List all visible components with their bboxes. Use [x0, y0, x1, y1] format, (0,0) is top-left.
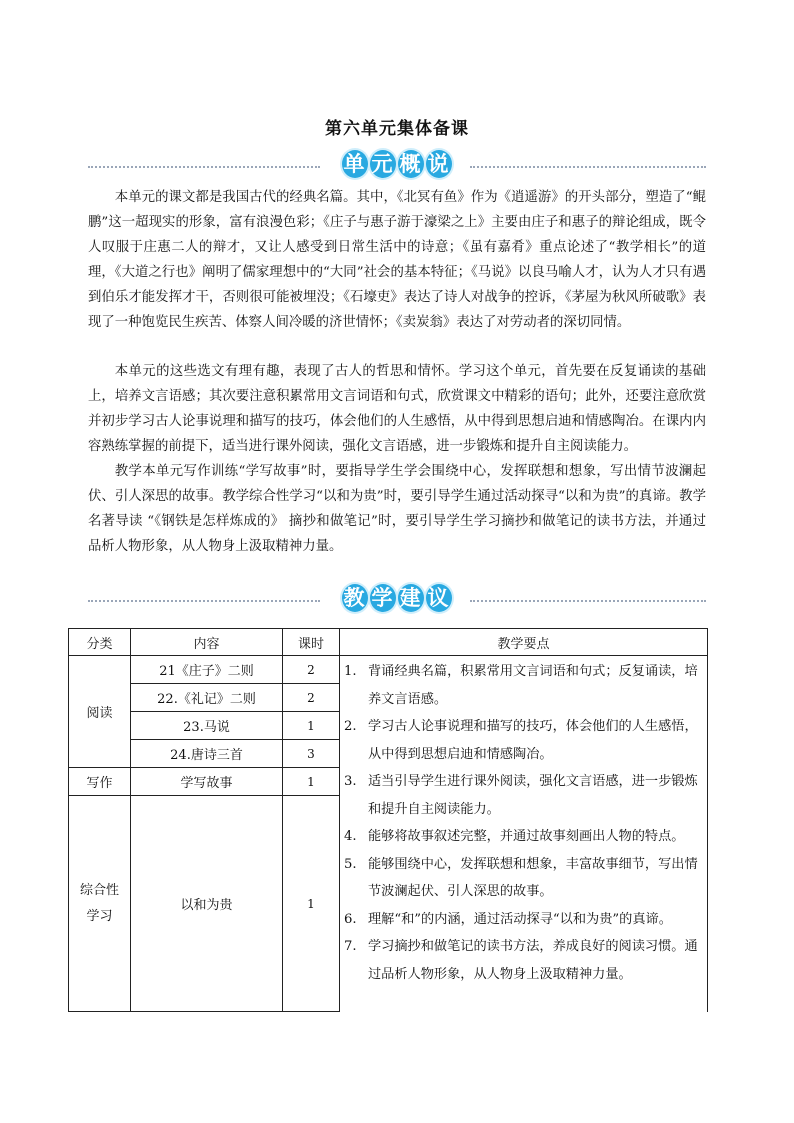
category-cell: 综合性 学习 — [69, 796, 131, 1012]
paragraph-3: 教学本单元写作训练“学写故事”时，要指导学生学会围绕中心，发挥联想和想象，写出情节波澜起伏、引人深思的故事。教学综合性学习“以和为贵”时，要引导学生通过活动探寻“以和为贵”的真谛。教学名著导读 “《钢铁是怎样炼成的》 摘抄和做笔记”时，要引导学生学习摘抄和做笔记的读书方法，并通过品析人物形象，从人物身上汲取精神力量。 — [88, 464, 706, 554]
list-item: 6. 理解“和”的内涵，通过活动探寻“以和为贵”的真谛。 — [344, 911, 672, 927]
category-cell: 写作 — [69, 768, 131, 796]
list-item: 7. 学习摘抄和做笔记的读书方法，养成良好的阅读习惯。通过品析人物形象，从人物身上汲取精神力量。 — [344, 939, 698, 982]
hours-cell: 1 — [283, 712, 340, 740]
list-item: 4. 能够将故事叙述完整，并通过故事刻画出人物的特点。 — [344, 829, 685, 844]
content-cell: 以和为贵 — [131, 796, 283, 1012]
category-cell: 阅读 — [69, 656, 131, 768]
header-content: 内容 — [131, 629, 283, 656]
hours-cell: 1 — [283, 796, 340, 1012]
teaching-plan-table — [68, 628, 708, 1012]
content-cell: 学写故事 — [131, 768, 283, 796]
header-key-points: 教学要点 — [340, 629, 708, 656]
content-cell: 23.马说 — [131, 712, 283, 740]
hours-cell: 2 — [283, 656, 340, 684]
section-label — [88, 150, 706, 178]
key-points-list — [344, 658, 703, 988]
section-char: 建 — [399, 586, 423, 610]
list-item: 1. 背诵经典名篇，积累常用文言词语和句式；反复诵读，培养文言语感。 — [344, 664, 698, 707]
section-header-unit-overview — [88, 152, 706, 182]
section-char: 说 — [427, 152, 451, 176]
table-row — [69, 656, 708, 684]
list-item: 2. 学习古人论事说理和描写的技巧，体会他们的人生感悟，从中得到思想启迪和情感陶冶。 — [344, 719, 698, 762]
hours-cell: 2 — [283, 684, 340, 712]
content-cell: 24.唐诗三首 — [131, 740, 283, 768]
section-header-teaching-suggestions — [88, 586, 706, 616]
list-item: 5. 能够围绕中心，发挥联想和想象，丰富故事细节，写出情节波澜起伏、引人深思的故事。 — [344, 856, 698, 899]
section-char: 单 — [343, 152, 367, 176]
section-label — [88, 584, 706, 612]
list-item: 3. 适当引导学生进行课外阅读，强化文言语感，进一步锻炼和提升自主阅读能力。 — [344, 774, 698, 817]
paragraph-2: 本单元的这些选文有理有趣，表现了古人的哲思和情怀。学习这个单元，首先要在反复诵读的基础上，培养文言语感；其次要注意积累常用文言词语和句式，欣赏课文中精彩的语句；此外，还要注意欣赏并初步学习古人论事说理和描写的技巧，体会他们的人生感悟，从中得到思想启迪和情感陶冶。在课内内容熟练掌握的前提下，适当进行课外阅读，强化文言语感，进一步锻炼和提升自主阅读能力。 — [88, 364, 706, 454]
key-points-cell — [340, 656, 708, 1012]
section-char: 概 — [399, 152, 423, 176]
section-char: 元 — [371, 152, 395, 176]
hours-cell: 3 — [283, 740, 340, 768]
section-char: 议 — [427, 586, 451, 610]
paragraph-1: 本单元的课文都是我国古代的经典名篇。其中，《北冥有鱼》作为《逍遥游》的开头部分，塑造了“鲲鹏”这一超现实的形象，富有浪漫色彩；《庄子与惠子游于濠梁之上》主要由庄子和惠子的辩论组成，既令人叹服于庄惠二人的辩才，又让人感受到日常生活中的诗意；《虽有嘉肴》重点论述了“教学相长”的道理，《大道之行也》阐明了儒家理想中的“大同”社会的基本特征；《马说》以良马喻人才，认为人才只有遇到伯乐才能发挥才干，否则很可能被埋没；《石壕吏》表达了诗人对战争的控诉，《茅屋为秋风所破歌》表现了一种饱览民生疾苦、体察人间冷暖的济世情怀；《卖炭翁》表达了对劳动者的深切同情。 — [88, 190, 706, 330]
header-hours: 课时 — [283, 629, 340, 656]
section-char: 学 — [371, 586, 395, 610]
content-cell: 21《庄子》二则 — [131, 656, 283, 684]
content-cell: 22.《礼记》二则 — [131, 684, 283, 712]
page-title: 第六单元集体备课 — [325, 119, 469, 139]
hours-cell: 1 — [283, 768, 340, 796]
header-category: 分类 — [69, 629, 131, 656]
section-char: 教 — [343, 586, 367, 610]
